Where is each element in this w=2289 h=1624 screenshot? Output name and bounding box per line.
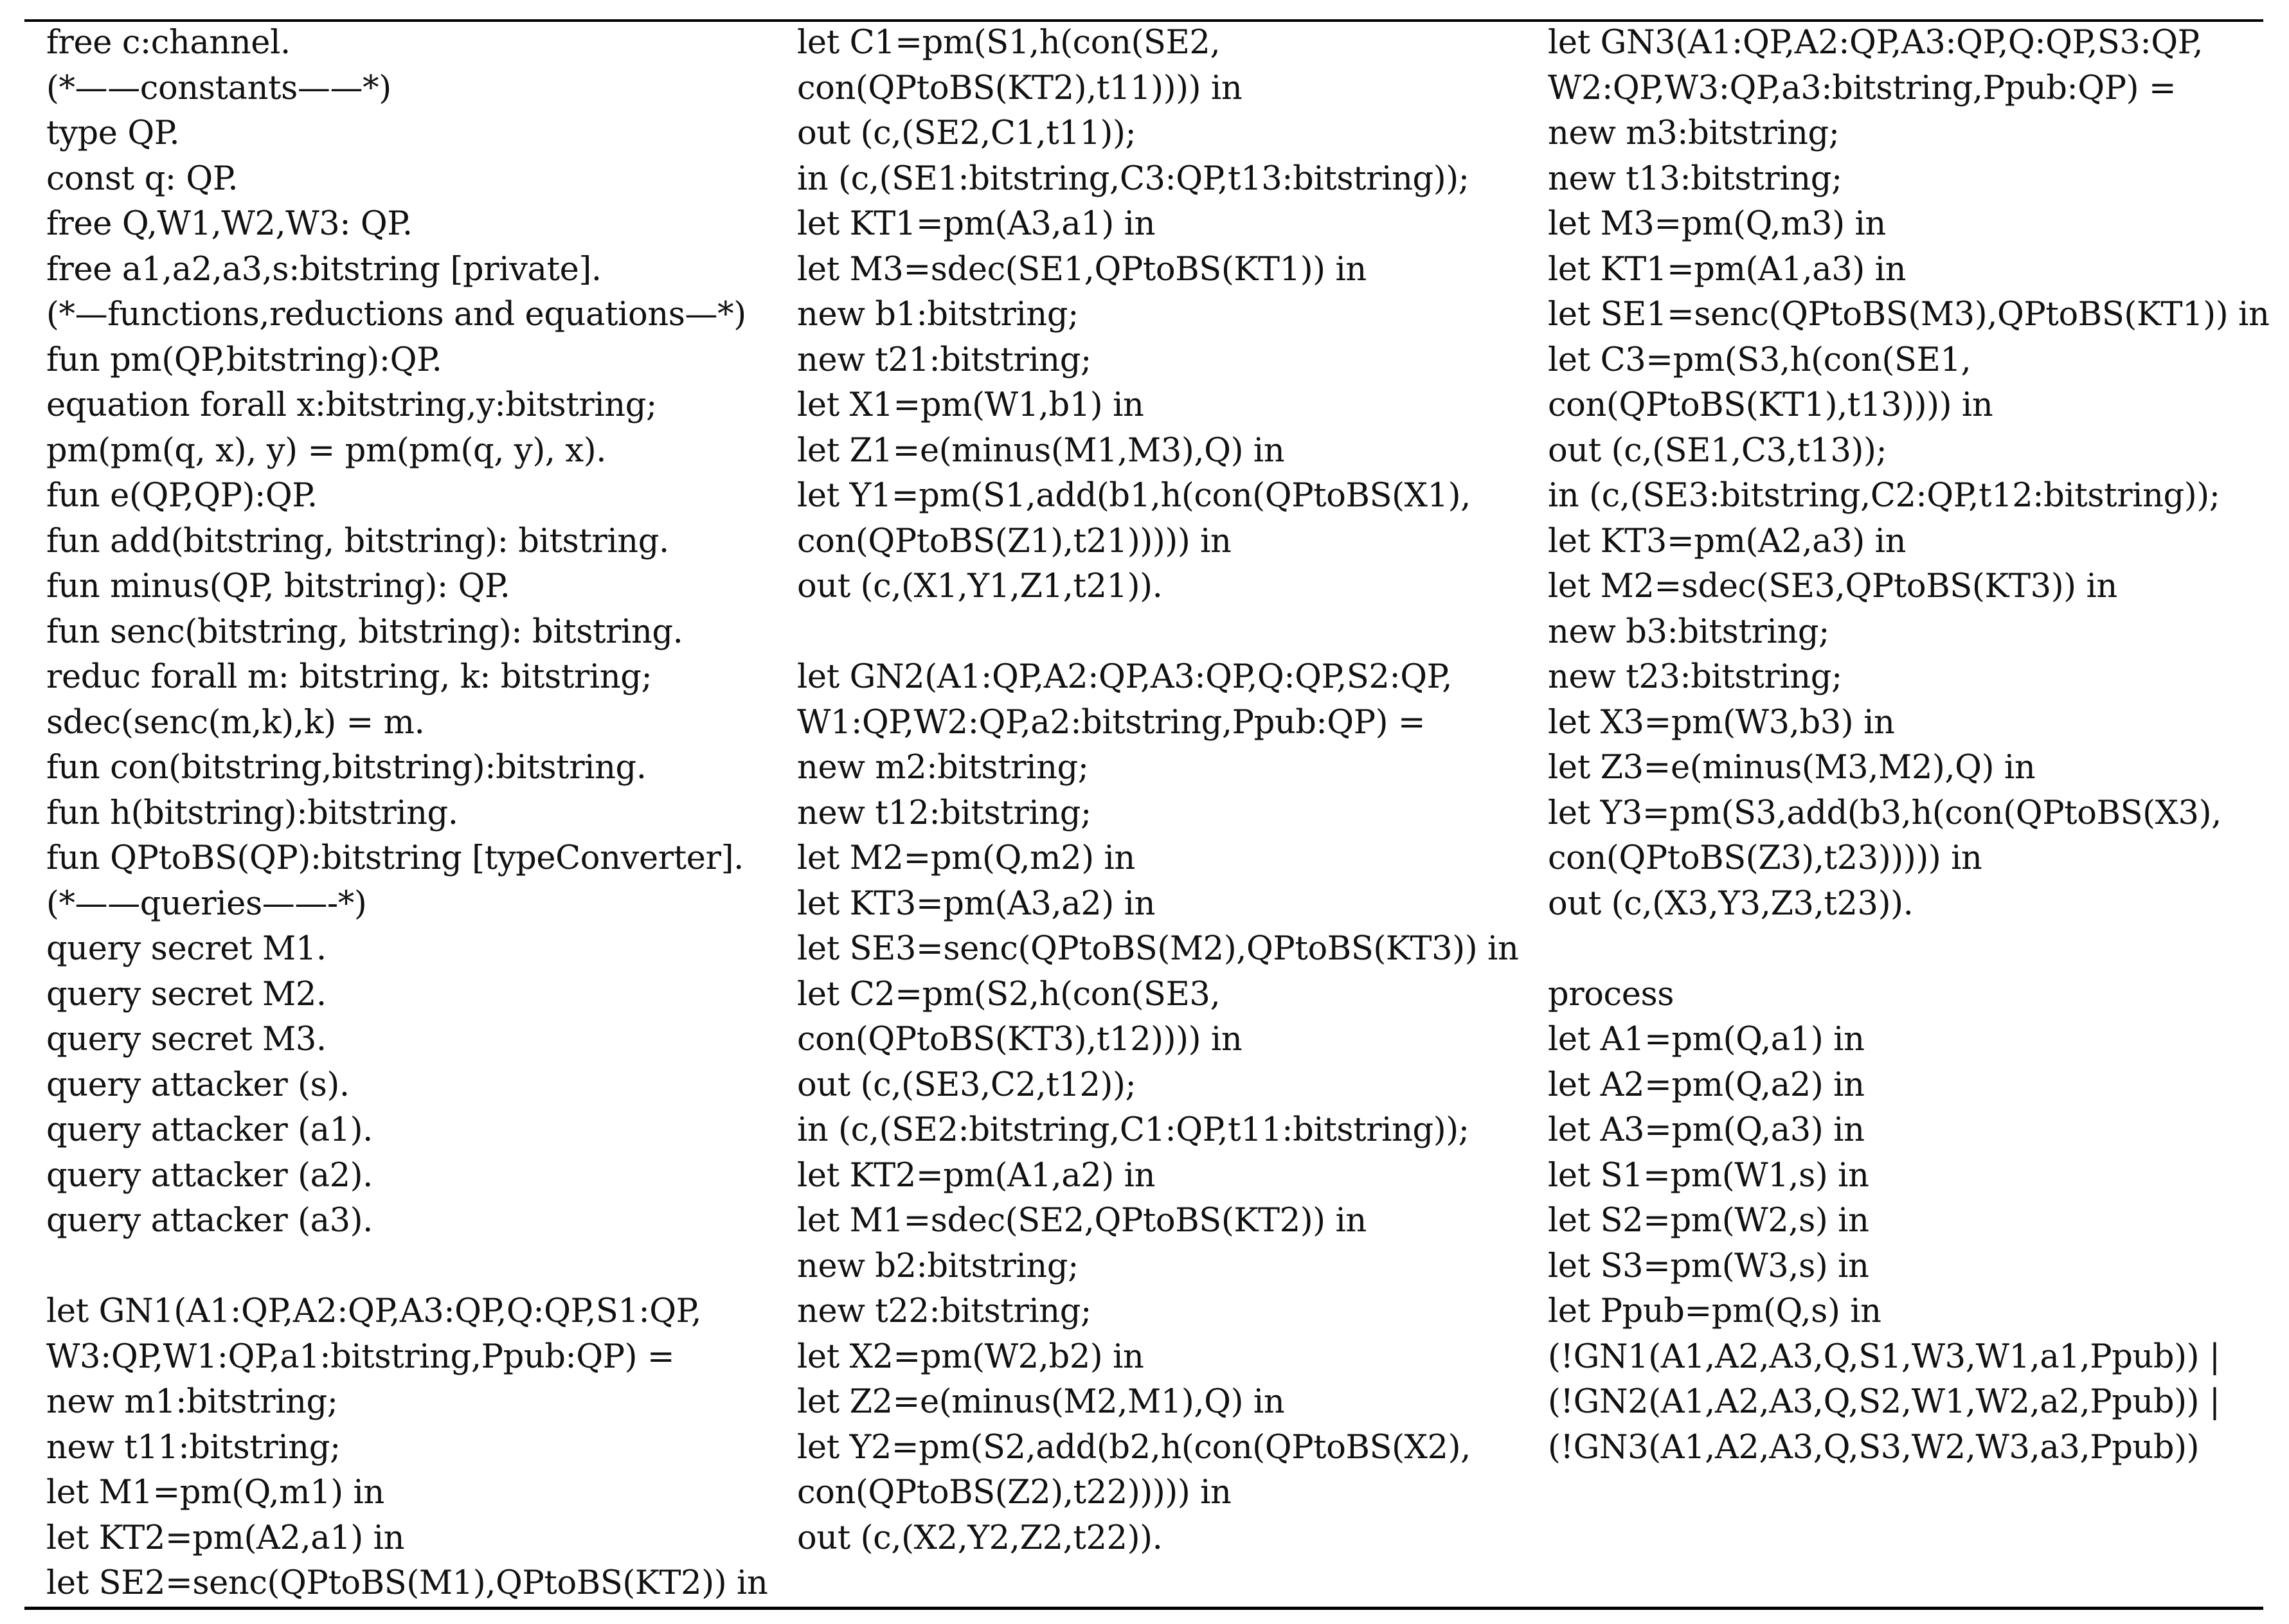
code-line: in (c,(SE1:bitstring,C3:QP,t13:bitstring));	[797, 159, 1469, 198]
code-line: let M3=pm(Q,m3) in	[1548, 205, 1886, 243]
code-line: new t12:bitstring;	[797, 794, 1091, 832]
code-line: query secret M2.	[46, 975, 327, 1013]
code-line: new t22:bitstring;	[797, 1292, 1091, 1330]
code-line: (!GN3(A1,A2,A3,Q,S3,W2,W3,a3,Ppub))	[1548, 1428, 2200, 1467]
code-line: (!GN2(A1,A2,A3,Q,S2,W1,W2,a2,Ppub)) |	[1548, 1383, 2220, 1421]
code-line: let KT1=pm(A3,a1) in	[797, 205, 1156, 243]
code-column-2	[797, 21, 1517, 1561]
code-line: reduc forall m: bitstring, k: bitstring;	[46, 658, 652, 696]
code-line: fun pm(QP,bitstring):QP.	[46, 341, 442, 379]
code-line: let A1=pm(Q,a1) in	[1548, 1021, 1865, 1058]
code-line: let GN3(A1:QP,A2:QP,A3:QP,Q:QP,S3:QP,	[1548, 24, 2204, 62]
code-line: out (c,(X2,Y2,Z2,t22)).	[797, 1519, 1163, 1557]
code-line: out (c,(X1,Y1,Z1,t21)).	[797, 567, 1163, 605]
code-line	[1548, 927, 2268, 972]
code-line: (*——queries——-*)	[46, 884, 367, 923]
code-line: let S3=pm(W3,s) in	[1548, 1247, 1869, 1285]
code-line: con(QPtoBS(KT1),t13)))) in	[1548, 386, 1993, 424]
code-line: let A3=pm(Q,a3) in	[1548, 1111, 1865, 1149]
code-line	[797, 610, 1517, 656]
code-line: query attacker (a1).	[46, 1111, 373, 1149]
code-line: con(QPtoBS(Z3),t23))))) in	[1548, 839, 1982, 877]
code-line: query secret M3.	[46, 1021, 327, 1058]
code-line: fun add(bitstring, bitstring): bitstring.	[46, 522, 669, 560]
code-line: query attacker (a2).	[46, 1156, 373, 1195]
code-line: let M1=pm(Q,m1) in	[46, 1474, 384, 1512]
code-line: let KT3=pm(A2,a3) in	[1548, 522, 1907, 560]
code-line: sdec(senc(m,k),k) = m.	[46, 703, 425, 742]
code-column-3	[1548, 21, 2268, 1470]
code-line: let Z2=e(minus(M2,M1),Q) in	[797, 1383, 1285, 1421]
code-line: let S1=pm(W1,s) in	[1548, 1156, 1869, 1195]
code-line: con(QPtoBS(Z2),t22))))) in	[797, 1474, 1232, 1512]
code-line: con(QPtoBS(KT3),t12)))) in	[797, 1021, 1243, 1058]
code-line: new b2:bitstring;	[797, 1247, 1079, 1285]
code-line: free c:channel.	[46, 24, 291, 62]
code-line: fun senc(bitstring, bitstring): bitstring.	[46, 612, 683, 651]
code-line: W1:QP,W2:QP,a2:bitstring,Ppub:QP) =	[797, 703, 1426, 742]
code-column-1	[46, 21, 766, 1607]
code-line: let M2=sdec(SE3,QPtoBS(KT3)) in	[1548, 567, 2117, 605]
code-line: free a1,a2,a3,s:bitstring [private].	[46, 250, 602, 289]
code-line: new t21:bitstring;	[797, 341, 1091, 379]
code-line: fun h(bitstring):bitstring.	[46, 794, 458, 832]
code-line: let A2=pm(Q,a2) in	[1548, 1066, 1865, 1104]
code-line: let Ppub=pm(Q,s) in	[1548, 1292, 1881, 1330]
code-line: query attacker (a3).	[46, 1202, 373, 1240]
code-line: let KT2=pm(A2,a1) in	[46, 1519, 405, 1557]
code-line: fun QPtoBS(QP):bitstring [typeConverter].	[46, 839, 744, 877]
code-line: let M3=sdec(SE1,QPtoBS(KT1)) in	[797, 250, 1367, 289]
code-line: let M2=pm(Q,m2) in	[797, 839, 1135, 877]
code-line: out (c,(SE3,C2,t12));	[797, 1066, 1136, 1104]
code-line: fun e(QP,QP):QP.	[46, 477, 318, 515]
code-line: let Z3=e(minus(M3,M2),Q) in	[1548, 749, 2036, 787]
code-line: W3:QP,W1:QP,a1:bitstring,Ppub:QP) =	[46, 1337, 675, 1376]
table-bottom-rule	[24, 1607, 2263, 1610]
code-line: let C3=pm(S3,h(con(SE1,	[1548, 341, 1971, 379]
code-line: let X3=pm(W3,b3) in	[1548, 703, 1895, 742]
code-line: let Z1=e(minus(M1,M3),Q) in	[797, 431, 1285, 470]
code-line: equation forall x:bitstring,y:bitstring;	[46, 386, 657, 424]
code-line: new b3:bitstring;	[1548, 612, 1829, 651]
code-line: (*—functions,reductions and equations—*)	[46, 296, 746, 334]
code-line: let X2=pm(W2,b2) in	[797, 1337, 1144, 1376]
code-line: let Y2=pm(S2,add(b2,h(con(QPtoBS(X2),	[797, 1428, 1471, 1467]
code-line: process	[1548, 975, 1674, 1013]
code-line: free Q,W1,W2,W3: QP.	[46, 205, 413, 243]
code-line: new t11:bitstring;	[46, 1428, 341, 1467]
code-line: let C1=pm(S1,h(con(SE2,	[797, 24, 1221, 62]
code-line: query attacker (s).	[46, 1066, 350, 1104]
code-line: (*——constants——*)	[46, 69, 391, 107]
code-line: let X1=pm(W1,b1) in	[797, 386, 1144, 424]
code-line: con(QPtoBS(Z1),t21))))) in	[797, 522, 1232, 560]
code-line: let SE1=senc(QPtoBS(M3),QPtoBS(KT1)) in	[1548, 296, 2270, 334]
code-line: let KT1=pm(A1,a3) in	[1548, 250, 1907, 289]
code-line: let SE2=senc(QPtoBS(M1),QPtoBS(KT2)) in	[46, 1564, 768, 1602]
code-line: const q: QP.	[46, 159, 238, 198]
code-line: con(QPtoBS(KT2),t11)))) in	[797, 69, 1243, 107]
code-line: fun minus(QP, bitstring): QP.	[46, 567, 510, 605]
code-line	[46, 1244, 766, 1290]
code-line: in (c,(SE2:bitstring,C1:QP,t11:bitstring));	[797, 1111, 1469, 1149]
code-line: let Y3=pm(S3,add(b3,h(con(QPtoBS(X3),	[1548, 794, 2222, 832]
code-line: let Y1=pm(S1,add(b1,h(con(QPtoBS(X1),	[797, 477, 1471, 515]
code-line: new b1:bitstring;	[797, 296, 1079, 334]
code-line: let S2=pm(W2,s) in	[1548, 1202, 1869, 1240]
code-line: let GN1(A1:QP,A2:QP,A3:QP,Q:QP,S1:QP,	[46, 1292, 702, 1330]
code-line: in (c,(SE3:bitstring,C2:QP,t12:bitstring));	[1548, 477, 2220, 515]
code-line: let C2=pm(S2,h(con(SE3,	[797, 975, 1221, 1013]
code-line: (!GN1(A1,A2,A3,Q,S1,W3,W1,a1,Ppub)) |	[1548, 1337, 2220, 1376]
code-line: new m3:bitstring;	[1548, 114, 1840, 152]
code-line: let SE3=senc(QPtoBS(M2),QPtoBS(KT3)) in	[797, 930, 1519, 968]
code-line: type QP.	[46, 114, 180, 152]
code-line: W2:QP,W3:QP,a3:bitstring,Ppub:QP) =	[1548, 69, 2177, 107]
code-line: new t13:bitstring;	[1548, 159, 1842, 198]
code-line: query secret M1.	[46, 930, 327, 968]
code-line: pm(pm(q, x), y) = pm(pm(q, y), x).	[46, 431, 607, 470]
code-line: out (c,(SE1,C3,t13));	[1548, 431, 1887, 470]
code-line: let KT3=pm(A3,a2) in	[797, 884, 1156, 923]
code-line: new t23:bitstring;	[1548, 658, 1842, 696]
code-line: out (c,(SE2,C1,t11));	[797, 114, 1136, 152]
code-line: new m1:bitstring;	[46, 1383, 338, 1421]
code-line: let KT2=pm(A1,a2) in	[797, 1156, 1156, 1195]
code-line: out (c,(X3,Y3,Z3,t23)).	[1548, 884, 1914, 923]
code-line: new m2:bitstring;	[797, 749, 1089, 787]
code-line: fun con(bitstring,bitstring):bitstring.	[46, 749, 647, 787]
code-line: let GN2(A1:QP,A2:QP,A3:QP,Q:QP,S2:QP,	[797, 658, 1453, 696]
code-line: let M1=sdec(SE2,QPtoBS(KT2)) in	[797, 1202, 1367, 1240]
